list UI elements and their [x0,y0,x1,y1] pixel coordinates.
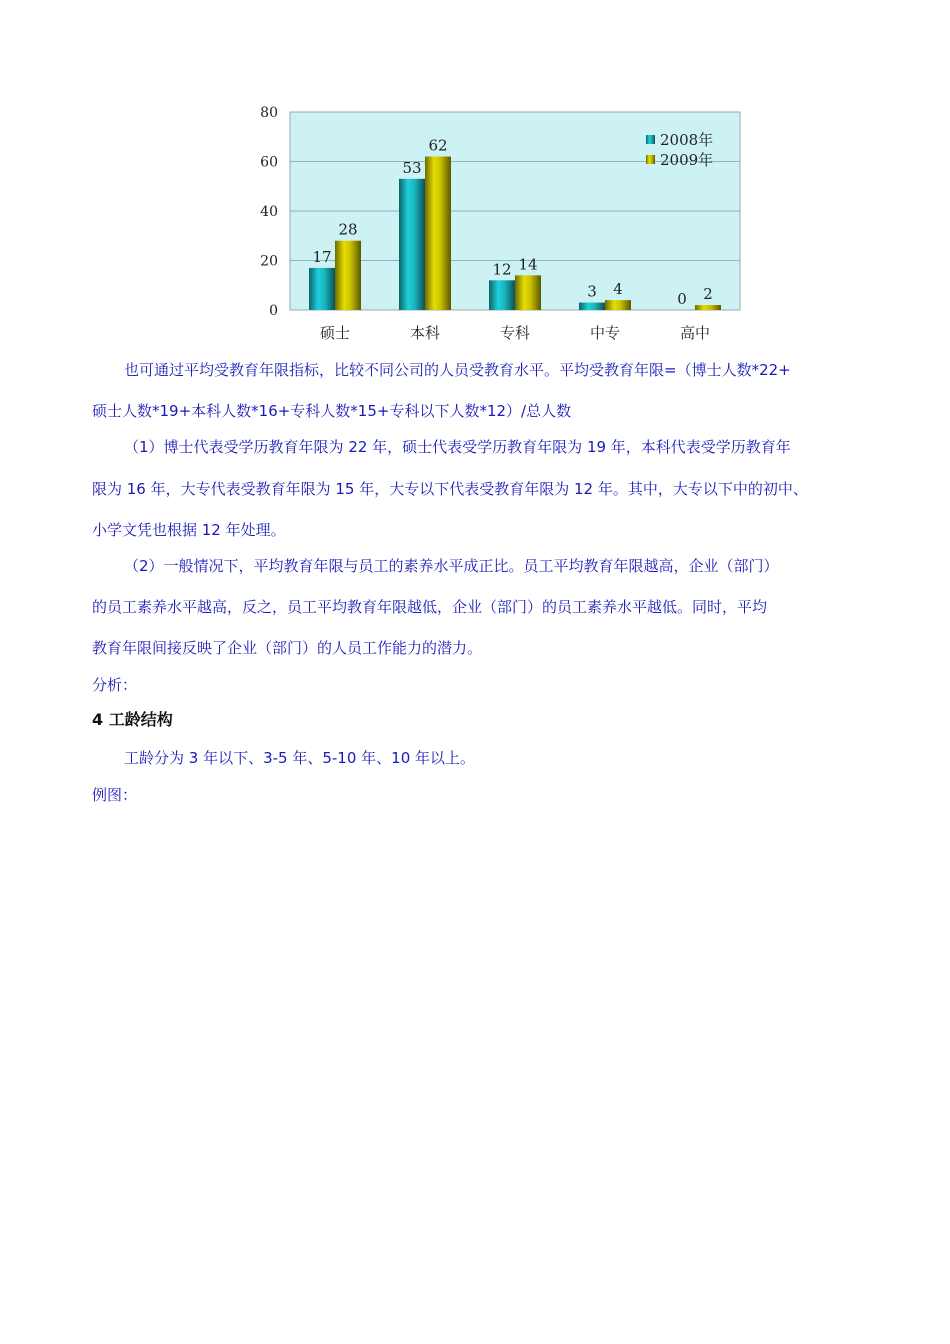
data-label: 3 [587,282,597,301]
paragraph-3-line-3: 教育年限间接反映了企业（部门）的人员工作能力的潜力。 [92,639,483,657]
legend-swatch [646,155,655,164]
bar [695,305,721,310]
y-tick-label: 40 [260,204,278,220]
paragraph-3-line-1: （2）一般情况下，平均教育年限与员工的素养水平成正比。员工平均教育年限越高，企业（部门） [124,557,779,575]
data-label: 12 [492,260,512,279]
section-text: 工龄分为 3 年以下、3-5 年、5-10 年、10 年以上。 [124,749,476,767]
paragraph-2-line-2: 限为 16 年，大专代表受教育年限为 15 年，大专以下代表受教育年限为 12 年。其中，大专以下中的初中、 [92,480,808,498]
y-tick-label: 80 [260,105,278,121]
data-label: 62 [428,136,448,155]
section-heading: 4 工龄结构 [92,710,173,729]
bar [515,275,541,310]
data-label: 2 [703,285,713,304]
paragraph-3-line-2: 的员工素养水平越高，反之，员工平均教育年限越低，企业（部门）的员工素养水平越低。同时，平均 [92,598,768,616]
data-label: 28 [338,220,358,239]
y-tick-label: 60 [260,154,278,171]
paragraph-2-line-1: （1）博士代表受学历教育年限为 22 年，硕士代表受学历教育年限为 19 年，本科代表受学历教育年 [124,438,791,456]
x-tick-label: 硕士 [319,324,351,342]
education-bar-chart [0,0,950,360]
x-tick-label: 本科 [409,324,441,342]
paragraph-1-line-1: 也可通过平均受教育年限指标，比较不同公司的人员受教育水平。平均受教育年限=（博士人数*22+ [124,361,791,379]
legend-label: 2008年 [660,131,714,149]
analysis-label: 分析： [92,676,138,694]
data-label: 4 [613,280,623,299]
bar [335,241,361,310]
y-tick-label: 0 [269,303,278,319]
legend-swatch [646,135,655,144]
bar [425,157,451,310]
paragraph-1-line-2: 硕士人数*19+本科人数*16+专科人数*15+专科以下人数*12）/总人数 [92,402,572,420]
bar [605,300,631,310]
example-label: 例图： [92,786,138,804]
data-label: 14 [518,255,538,274]
legend-label: 2009年 [660,151,714,169]
x-tick-label: 中专 [589,324,621,342]
x-tick-label: 高中 [679,324,711,342]
chart-svg [0,0,950,360]
bar [309,268,335,310]
paragraph-2-line-3: 小学文凭也根据 12 年处理。 [92,521,286,539]
bar [399,179,425,310]
bar [489,280,515,310]
data-label: 53 [402,158,422,177]
data-label: 17 [312,247,332,266]
bar [579,303,605,310]
y-tick-label: 20 [260,253,278,270]
data-label: 0 [677,290,687,308]
x-tick-label: 专科 [499,324,531,342]
